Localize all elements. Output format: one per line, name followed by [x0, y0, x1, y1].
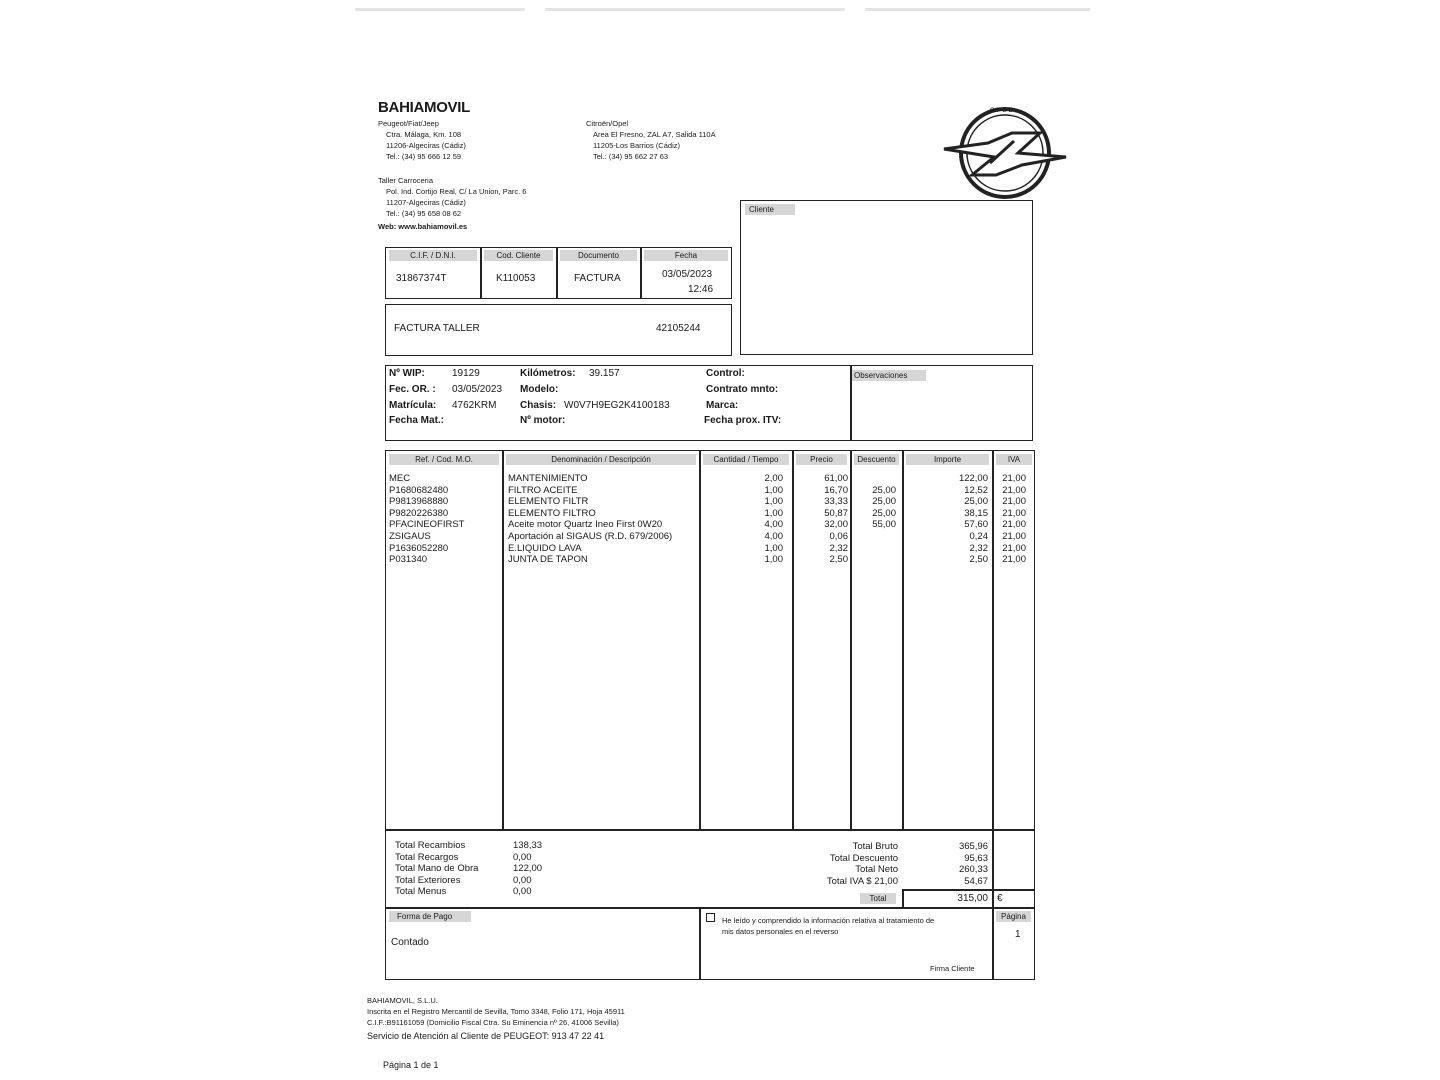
item-ref: PFACINEOFIRST [389, 519, 465, 531]
consent-text-1: He leído y comprendido la información relativa al tratamiento de [722, 916, 935, 925]
divider [480, 247, 482, 299]
total-left-label: Total Recargos [395, 851, 459, 863]
item-ref: P1636052280 [389, 542, 449, 554]
item-ref: ZSIGAUS [389, 531, 431, 542]
footer-registry: Inscrita en el Registro Mercantil de Sevilla, Tomo 3348, Folio 171, Hoja 45911 [367, 1007, 625, 1016]
chassis-value: W0V7H9EG2K4100183 [564, 400, 670, 411]
opel-logo-icon [938, 103, 1072, 199]
item-amount: 2,50 [969, 554, 988, 566]
item-qty: 4,00 [764, 531, 783, 542]
client-box [740, 200, 1033, 355]
total-left-label: Total Menus [395, 886, 447, 898]
total-value: 315,00 [957, 893, 988, 904]
item-amount: 12,52 [964, 484, 988, 496]
footer-cif: C.I.F.:B91161059 (Domicilio Fiscal Ctra. Su Eminencia nº 26, 41006 Sevilla) [367, 1018, 619, 1027]
divider [850, 450, 852, 830]
item-desc: Aceite motor Quartz Ineo First 0W20 [508, 519, 663, 531]
total-left-value: 122,00 [513, 863, 543, 875]
item-amount: 2,32 [969, 542, 988, 554]
brands-left: Peugeot/Fiat/Jeep [378, 119, 439, 128]
brand-label: Marca: [706, 400, 739, 411]
item-price: 50,87 [824, 507, 848, 519]
footer-page: Página 1 de 1 [383, 1060, 439, 1070]
client-label: Cliente [745, 204, 795, 215]
footer-company: BAHIAMOVIL, S.L.U. [367, 996, 438, 1005]
col-desc-header: Denominación / Descripción [506, 454, 696, 465]
cif-label: C.I.F. / D.N.I. [389, 250, 477, 261]
total-right-label: Total IVA $ 21,00 [826, 875, 898, 887]
workshop-title: Taller Carroceria [378, 176, 434, 185]
divider [992, 830, 994, 908]
item-amount: 122,00 [958, 473, 988, 484]
item-discount: 55,00 [872, 519, 896, 531]
page-box-value: 1 [1015, 929, 1021, 940]
address-right-2: 11205-Los Barrios (Cádiz) [593, 141, 680, 150]
item-qty: 1,00 [764, 496, 783, 508]
col-qty-header: Cantidad / Tiempo [703, 454, 789, 465]
item-qty: 1,00 [764, 507, 783, 519]
item-iva: 21,00 [1002, 531, 1026, 542]
item-desc: E.LIQUIDO LAVA [508, 542, 582, 554]
phone-right: Tel.: (34) 95 662 27 63 [593, 152, 669, 161]
date-label: Fecha [644, 250, 728, 261]
item-iva: 21,00 [1002, 484, 1026, 496]
plate-value: 4762KRM [452, 400, 497, 411]
item-iva: 21,00 [1002, 542, 1026, 554]
consent-text-2: mis datos personales en el reverso [722, 927, 839, 936]
address-left-2: 11206-Algeciras (Cádiz) [386, 141, 466, 150]
divider [502, 450, 504, 830]
item-qty: 1,00 [764, 542, 783, 554]
cif-value: 31867374T [396, 273, 447, 284]
invoice-type: FACTURA TALLER [394, 323, 480, 334]
item-qty: 2,00 [764, 473, 783, 484]
item-ref: P1680682480 [389, 484, 449, 496]
item-ref: MEC [389, 473, 411, 484]
km-value: 39.157 [589, 368, 620, 379]
model-label: Modelo: [520, 384, 559, 395]
divider [992, 908, 994, 980]
total-left-value: 0,00 [513, 851, 532, 863]
item-desc: MANTENIMIENTO [508, 473, 588, 484]
invoice-number: 42105244 [656, 323, 701, 334]
observations-label: Observaciones [852, 370, 926, 381]
scan-artifact [355, 8, 525, 11]
item-price: 61,00 [824, 473, 848, 484]
divider [699, 908, 701, 980]
km-label: Kilómetros: [520, 368, 576, 379]
address-right-1: Area El Fresno, ZAL A7, Salida 110A [593, 130, 716, 139]
document-label: Documento [560, 250, 637, 261]
item-qty: 1,00 [764, 484, 783, 496]
col-price-header: Precio [796, 454, 847, 465]
divider [902, 889, 904, 908]
address-left-1: Ctra. Málaga, Km. 108 [386, 130, 462, 139]
divider [902, 450, 904, 830]
item-desc: ELEMENTO FILTR [508, 496, 589, 508]
item-qty: 4,00 [764, 519, 783, 531]
divider [792, 450, 794, 830]
consent-checkbox[interactable] [706, 913, 715, 922]
total-right-value: 365,96 [958, 841, 988, 852]
phone-left: Tel.: (34) 95 666 12 59 [386, 152, 462, 161]
col-amount-header: Importe [906, 454, 989, 465]
item-iva: 21,00 [1002, 554, 1026, 566]
item-price: 2,32 [829, 542, 848, 554]
item-discount: 25,00 [872, 484, 896, 496]
total-right-label: Total Descuento [829, 852, 898, 864]
item-iva: 21,00 [1002, 496, 1026, 508]
total-left-label: Total Recambios [395, 840, 466, 851]
wip-value: 19129 [452, 368, 480, 379]
divider [902, 889, 1035, 891]
item-desc: Aportación al SIGAUS (R.D. 679/2006) [508, 531, 673, 542]
workshop-phone: Tel.: (34) 95 658 08 62 [386, 209, 462, 218]
total-currency: € [997, 893, 1003, 904]
item-desc: FILTRO ACEITE [508, 484, 578, 496]
footer-service: Servicio de Atención al Cliente de PEUGEOT: 913 47 22 41 [367, 1031, 605, 1041]
total-right-value: 260,33 [958, 864, 988, 876]
item-price: 32,00 [824, 519, 848, 531]
brands-right: Citroën/Opel [586, 119, 629, 128]
engine-number-label: Nº motor: [520, 415, 566, 426]
scan-artifact [865, 8, 1090, 11]
payment-label: Forma de Pago [389, 911, 471, 922]
or-date-label: Fec. OR. : [389, 384, 436, 395]
total-right-value: 54,67 [964, 875, 988, 887]
chassis-label: Chasis: [520, 400, 557, 411]
total-left-value: 138,33 [513, 840, 543, 851]
opel-logo-text: OPEL [990, 108, 1015, 114]
col-iva-header: IVA [996, 454, 1032, 465]
registration-date-label: Fecha Mat.: [389, 415, 445, 426]
item-price: 2,50 [829, 554, 848, 566]
item-ref: P9813968880 [389, 496, 449, 508]
payment-value: Contado [391, 937, 429, 948]
item-desc: JUNTA DE TAPON [508, 554, 588, 566]
item-amount: 0,24 [969, 531, 988, 542]
item-ref: P031340 [389, 554, 428, 566]
item-iva: 21,00 [1002, 473, 1026, 484]
signature-label: Firma Cliente [930, 964, 975, 973]
item-desc: ELEMENTO FILTRO [508, 507, 596, 519]
itv-date-label: Fecha prox. ITV: [704, 415, 782, 426]
divider [699, 450, 701, 830]
divider [556, 247, 558, 299]
workshop-address-1: Pol. Ind. Cortijo Real, C/ La Union, Parc. 6 [386, 187, 527, 196]
col-discount-header: Descuento [854, 454, 899, 465]
time-value: 12:46 [688, 284, 714, 295]
total-right-value: 95,63 [964, 852, 988, 864]
total-right-label: Total Neto [855, 864, 898, 876]
client-code-value: K110053 [496, 273, 536, 284]
client-code-label: Cod. Cliente [484, 250, 553, 261]
item-price: 33,33 [824, 496, 848, 508]
page-box-label: Página [996, 911, 1031, 922]
item-iva: 21,00 [1002, 507, 1026, 519]
workshop-address-2: 11207-Algeciras (Cádiz) [386, 198, 466, 207]
control-label: Control: [706, 368, 745, 379]
total-left-value: 0,00 [513, 874, 532, 886]
item-amount: 57,60 [964, 519, 988, 531]
total-left-value: 0,00 [513, 886, 532, 898]
plate-label: Matrícula: [389, 400, 437, 411]
total-left-label: Total Exteriores [395, 874, 461, 886]
total-label: Total [860, 893, 896, 904]
item-amount: 25,00 [964, 496, 988, 508]
or-date-value: 03/05/2023 [452, 384, 503, 395]
scan-artifact [545, 8, 845, 11]
item-amount: 38,15 [964, 507, 988, 519]
divider [640, 247, 642, 299]
item-qty: 1,00 [764, 554, 783, 566]
total-right-label: Total Bruto [852, 841, 898, 852]
item-ref: P9820226380 [389, 507, 449, 519]
date-value: 03/05/2023 [662, 269, 713, 280]
item-discount: 25,00 [872, 507, 896, 519]
website: Web: www.bahiamovil.es [378, 222, 468, 231]
total-left-label: Total Mano de Obra [395, 863, 479, 875]
document-value: FACTURA [574, 273, 621, 284]
item-discount: 25,00 [872, 496, 896, 508]
divider [992, 450, 994, 830]
col-ref-header: Ref. / Cod. M.O. [389, 454, 499, 465]
company-logo: BAHIAMOVIL [378, 99, 470, 116]
item-iva: 21,00 [1002, 519, 1026, 531]
item-price: 16,70 [824, 484, 848, 496]
contract-label: Contrato mnto: [706, 384, 779, 395]
wip-label: Nº WIP: [389, 368, 425, 379]
item-price: 0,06 [829, 531, 848, 542]
